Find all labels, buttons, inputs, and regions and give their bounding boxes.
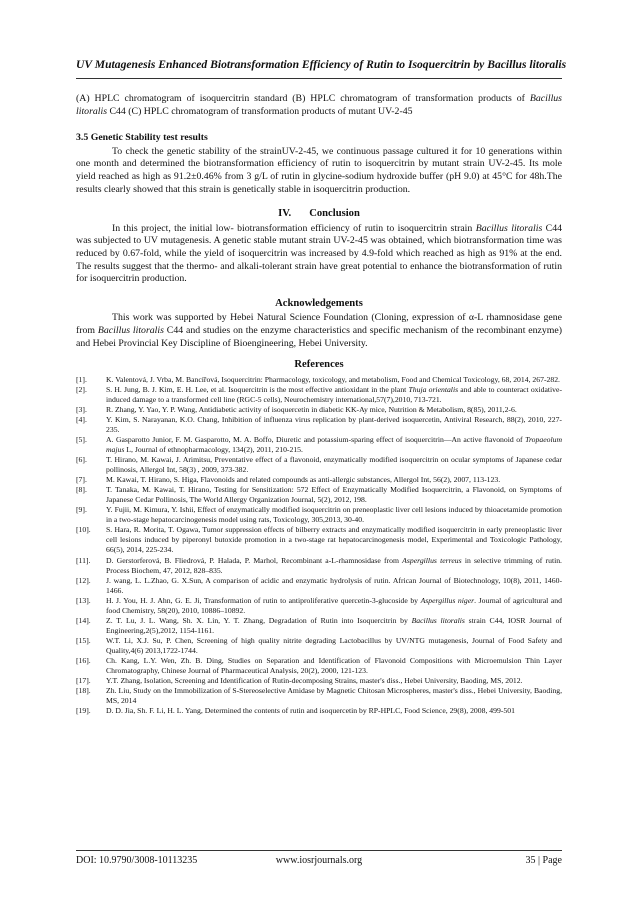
species-name: Aspergillus terreus bbox=[402, 555, 462, 565]
reference-text: Zh. Liu, Study on the Immobilization of S-Stereoselective Amidase by Magnetic Chitosan Microspheres, master's diss., Hebei University, Baoding, MS, 2014 bbox=[106, 686, 562, 706]
reference-text: S. H. Jung, B. J. Kim, E. H. Lee, et al. Isoquercitrin is the most effective antioxidant in the plant Thuja orientalis and able to counteract oxidative-induced damage to a transformed cell line (RGC-5 cells), Neurochemistry international,57(7),2010, 713-721. bbox=[106, 384, 562, 404]
reference-item bbox=[76, 525, 562, 555]
reference-number: [15]. bbox=[76, 635, 91, 645]
reference-text: Y.T. Zhang, Isolation, Screening and Identification of Rutin-decomposing Strains, master's diss., Hebei University, Baoding, MS, 2012. bbox=[106, 676, 523, 686]
reference-text: D. Gerstorferová, B. Fliedrová, P. Halada, P. Marhol, Recombinant a-L-rhamnosidase from Aspergillus terreus in selective trimming of rutin. Process Biochem, 47, 2012, 828–835. bbox=[106, 555, 562, 575]
footer-rule bbox=[76, 850, 562, 851]
reference-item bbox=[76, 405, 562, 415]
footer-doi: DOI: 10.9790/3008-10113235 bbox=[76, 855, 198, 866]
genetic-stability-paragraph: To check the genetic stability of the strainUV-2-45, we continuous passage cultured it for 10 generations within one month and determined the biotransformation efficiency of rutin to isoquercitrin by mutant strain UV-2-45. Its mole yield reached as high as 91.2±0.46% from 3 g/L of rutin in glycine-sodium hydroxide buffer (pH 9.0) at 45°C for 48h.The results clearly showed that this strain is genetically stable in isoquercitrin production. bbox=[76, 145, 562, 195]
reference-number: [5]. bbox=[76, 434, 87, 444]
species-name: Thuja orientalis bbox=[408, 384, 459, 394]
reference-text: R. Zhang, Y. Yao, Y. P. Wang, Antidiabetic activity of isoquercetin in diabetic KK-Ay mice, Nutrition & Metabolism, 8(85), 2011,2-6. bbox=[106, 404, 517, 414]
references-list bbox=[76, 375, 562, 717]
section-title: Conclusion bbox=[309, 208, 360, 220]
reference-item bbox=[76, 596, 562, 616]
section-number: IV. bbox=[278, 208, 292, 220]
reference-item bbox=[76, 556, 562, 576]
reference-text: Y. Fujii, M. Kimura, Y. Ishii, Effect of enzymatically modified isoquercitrin on preneoplastic liver cell lesions induced by thioacetamide promotion in a two-stage hepatocarcinogenesis model using rats, Toxicology, 305,2013, 30-40. bbox=[106, 505, 562, 525]
reference-text: M. Kawai, T. Hirano, S. Higa, Flavonoids and related compounds as anti-allergic substances, Allergol Int, 56(2), 2007, 113-123. bbox=[106, 475, 501, 485]
conclusion-paragraph: In this project, the initial low- biotransformation efficiency of rutin to isoquercitrin strain Bacillus litoralis C44 was subjected to UV mutagenesis. A genetic stable mutant strain UV-2-45 was obtained, which biotransformation time was reduced by 0.67-fold, while the yield of isoquercitrin was increased by 4.9-fold which reached as high as 91% at the end. The results suggest that the thermo- and alkali-tolerant strain have great potential to enhance the biotransformation of rutin for isoquercitrin production. bbox=[76, 222, 562, 285]
species-name: Bacillus litoralis bbox=[475, 222, 543, 234]
reference-text: D. D. Jia, Sh. F. Li, H. L. Yang, Determined the contents of rutin and isoquercetin by RP-HPLC, Food Science, 29(8), 2008, 499-501 bbox=[106, 706, 515, 716]
references-heading: References bbox=[294, 359, 344, 371]
reference-item bbox=[76, 686, 562, 706]
reference-item bbox=[76, 706, 562, 716]
reference-text: A. Gasparotto Junior, F. M. Gasparotto, M. A. Boffo, Diuretic and potassium-sparing effect of isoquercitrin—An active flavonoid of Tropaeolum majus L, Journal of ethnopharmacology, 134(2), 2011, 210-215. bbox=[106, 434, 562, 455]
reference-item bbox=[76, 616, 562, 636]
reference-text: J. wang, L. L.Zhao, G. X.Sun, A comparison of acidic and enzymatic hydrolysis of rutin. African Journal of Biotechnology, 10(8), 2011, 1460-1466. bbox=[106, 575, 562, 595]
reference-text: Ch. Kang, L.Y. Wen, Zh. B. Ding, Studies on Separation and Identification of Flavonoid Compositions with Microemulsion Thin Layer Chromatography, Chinese Journal of Pharmaceutical Analysis, 20(2), 2000, 121-123. bbox=[106, 656, 562, 676]
reference-item bbox=[76, 375, 562, 385]
reference-number: [4]. bbox=[76, 414, 87, 424]
reference-item bbox=[76, 435, 562, 455]
footer-site: www.iosrjournals.org bbox=[275, 855, 363, 866]
reference-item bbox=[76, 455, 562, 475]
reference-text: W.T. Li, X.J. Su, P. Chen, Screening of high quality nitrite degrading Lactobacillus by UV/NTG mutagenesis, Journal of Food Safety and Quality,4(6) 2013,1722-1744. bbox=[106, 635, 562, 655]
species-name: Aspergillus niger bbox=[420, 595, 475, 605]
reference-item bbox=[76, 385, 562, 405]
reference-item bbox=[76, 505, 562, 525]
section-heading-genetic-stability: 3.5 Genetic Stability test results bbox=[76, 132, 208, 144]
reference-item bbox=[76, 656, 562, 676]
reference-number: [7]. bbox=[76, 475, 87, 485]
reference-number: [18]. bbox=[76, 686, 91, 696]
reference-item bbox=[76, 415, 562, 435]
species-name: Bacillus litoralis bbox=[97, 324, 164, 336]
species-name: Bacillus litoralis bbox=[76, 93, 562, 117]
reference-text: T. Tanaka, M. Kawai, T. Hirano, Testing for Sensitization: 572 Effect of Enzymatically Modified Isoquercitrin, a Flavonoid, on Symptoms of Japanese Cedar Pollinosis, The World Allergy Organization Journal, 5(2), 2012, 198. bbox=[106, 485, 562, 505]
footer-page-number: 35 | Page bbox=[525, 855, 562, 866]
reference-number: [16]. bbox=[76, 656, 91, 665]
reference-number: [13]. bbox=[76, 595, 91, 605]
reference-number: [1]. bbox=[76, 374, 87, 384]
acknowledgements-paragraph: This work was supported by Hebei Natural Science Foundation (Cloning, expression of α-L rhamnosidase gene from Bacillus litoralis C44 and studies on the enzyme characteristics and specific mechanism of the recombinant enzyme) and Hebei Provincial Key Discipline of Bioengineering, Hebei University. bbox=[76, 312, 563, 349]
reference-text: T. Hirano, M. Kawai, J. Arimitsu, Preventative effect of a flavonoid, enzymatically modified isoquercitrin on ocular symptoms of Japanese cedar pollinosis, Allergol Int, 58(3) , 2009, 373-382. bbox=[106, 455, 562, 475]
reference-text: K. Valentová, J. Vrba, M. Bancířová, Isoquercitrin: Pharmacology, toxicology, and metabolism, Food and Chemical Toxicology, 68, 2014, 267-282. bbox=[106, 374, 560, 384]
acknowledgements-heading: Acknowledgements bbox=[275, 297, 363, 309]
header-rule bbox=[76, 78, 562, 79]
reference-item bbox=[76, 636, 562, 656]
reference-item bbox=[76, 676, 562, 686]
species-name: Bacillus litoralis bbox=[411, 615, 465, 625]
figure-caption: (A) HPLC chromatogram of isoquercitrin standard (B) HPLC chromatogram of transformation products of Bacillus litoralis C44 (C) HPLC chromatogram of transformation products of mutant UV-2-45 bbox=[76, 93, 562, 117]
reference-number: [17]. bbox=[76, 676, 91, 686]
reference-text: Y. Kim, S. Narayanan, K.O. Chang, Inhibition of influenza virus replication by plant-derived isoquercetin, Antiviral Research, 88(2), 2010, 227-235. bbox=[106, 414, 562, 434]
reference-text: Z. T. Lu, J. L. Wang, Sh. X. Lin, Y. T. Zhang, Degradation of Rutin into Isoquercitrin by Bacillus litoralis strain C44, IOSR Journal of Engineering,2(5),2012, 1154-1161. bbox=[106, 615, 562, 635]
reference-text: H. J. You, H. J. Ahn, G. E. Ji, Transformation of rutin to antiproliferative quercetin-3-glucoside by Aspergillus niger. Journal of agricultural and food Chemistry, 58(20), 2010, 10886–10892. bbox=[106, 595, 562, 615]
reference-number: [6]. bbox=[76, 455, 87, 465]
reference-number: [11]. bbox=[76, 555, 91, 565]
page-content bbox=[76, 93, 562, 716]
reference-item bbox=[76, 576, 562, 596]
reference-item bbox=[76, 485, 562, 505]
reference-number: [10]. bbox=[76, 525, 91, 535]
reference-number: [19]. bbox=[76, 706, 91, 716]
reference-number: [3]. bbox=[76, 404, 87, 414]
running-header: UV Mutagenesis Enhanced Biotransformation Efficiency of Rutin to Isoquercitrin by Bacillus litoralis bbox=[76, 58, 567, 71]
reference-number: [12]. bbox=[76, 575, 91, 585]
species-name: Tropaeolum majus bbox=[106, 434, 562, 455]
reference-number: [2]. bbox=[76, 384, 87, 394]
reference-text: S. Hara, R. Morita, T. Ogawa, Tumor suppression effects of bilberry extracts and enzymatically modified isoquercitrin in early preneoplastic liver cell lesions induced by piperonyl butoxide promotion in a two-stage rat hepatocarcinogenesis model, Experimental and Toxicologic Pathology, 66(5), 2014, 225-234. bbox=[106, 525, 562, 555]
reference-item bbox=[76, 475, 562, 485]
reference-number: [14]. bbox=[76, 615, 91, 625]
reference-number: [9]. bbox=[76, 505, 87, 515]
reference-number: [8]. bbox=[76, 485, 87, 495]
conclusion-heading bbox=[76, 208, 562, 221]
